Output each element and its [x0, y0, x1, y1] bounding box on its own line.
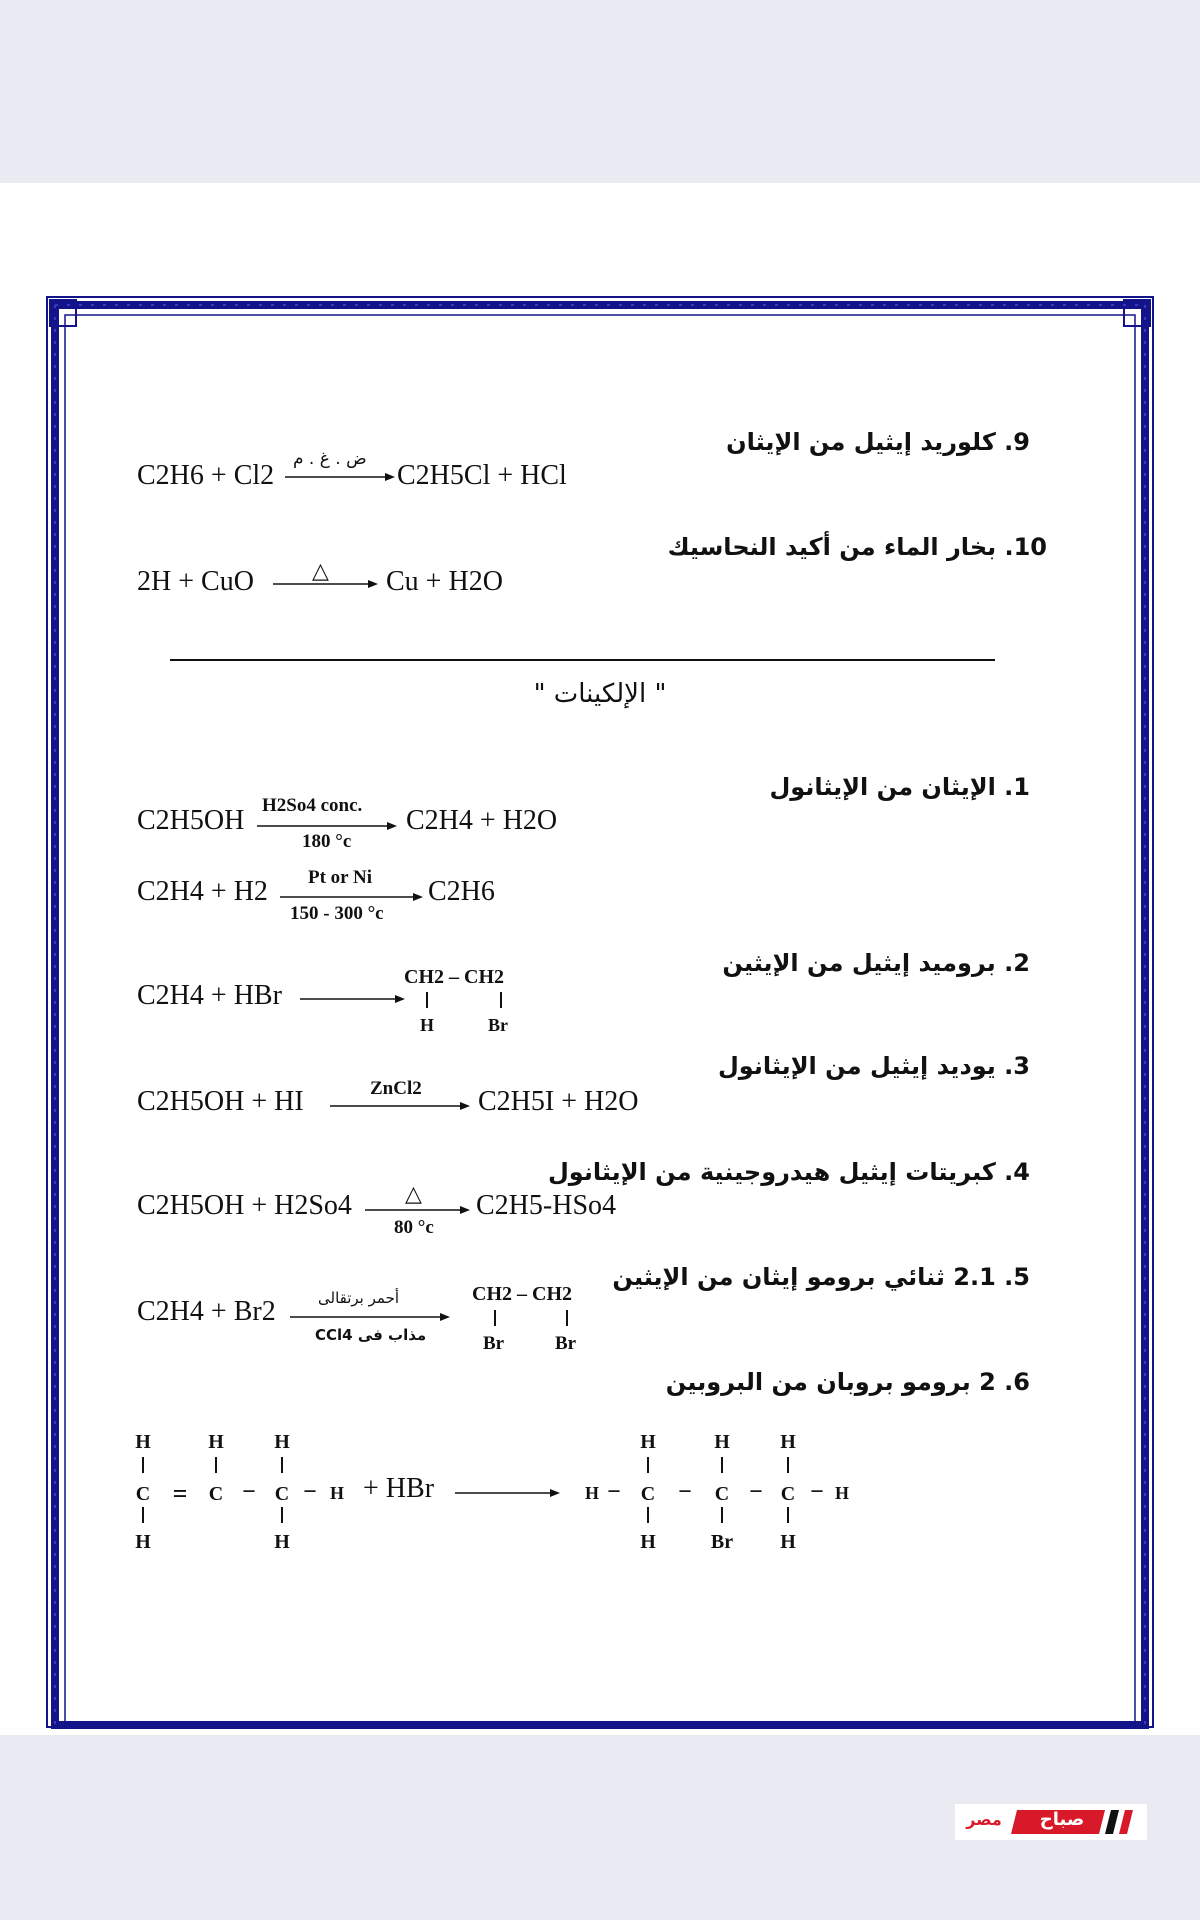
- atom-h: H: [780, 1431, 796, 1453]
- atom-h: H: [834, 1483, 849, 1503]
- equation-a4-left: C2H5OH + H2So4: [137, 1190, 352, 1221]
- bond-line: [494, 1310, 496, 1326]
- equation-a5-condition-bottom: CCl4 مذاب فى: [315, 1326, 427, 1344]
- equation-a1b-right: C2H6: [428, 876, 495, 907]
- atom-h: H: [714, 1431, 730, 1453]
- atom-br: Br: [710, 1531, 734, 1553]
- question-alkene-3: 3. يوديد إيثيل من الإيثانول: [717, 1052, 1030, 1080]
- arrow-icon: [330, 1100, 470, 1112]
- atom-c: C: [640, 1483, 656, 1505]
- atom-c: C: [135, 1483, 151, 1505]
- heat-symbol: △: [312, 558, 329, 583]
- question-alkene-4: 4. كبريتات إيثيل هيدروجينية من الإيثانول: [547, 1158, 1030, 1186]
- atom-h: H: [208, 1431, 224, 1453]
- bond-line: [566, 1310, 568, 1326]
- equation-9-right: C2H5Cl + HCl: [397, 460, 567, 491]
- arrow-icon: [290, 1311, 450, 1323]
- logo-text-main: صباح: [1039, 1809, 1085, 1830]
- equation-a3-condition: ZnCl2: [370, 1078, 422, 1099]
- bond-line: [426, 992, 428, 1008]
- arrow-icon: [300, 993, 405, 1005]
- arrow-icon: [365, 1204, 470, 1216]
- equation-a1b-left: C2H4 + H2: [137, 876, 268, 907]
- atom-h: H: [135, 1431, 151, 1453]
- bond-line: [500, 992, 502, 1008]
- question-alkene-2: 2. بروميد إيثيل من الإيثين: [722, 949, 1030, 977]
- question-alkene-6: 6. 2 برومو بروبان من البروبين: [665, 1368, 1030, 1396]
- bond-line: [787, 1507, 789, 1523]
- bond-line: [281, 1507, 283, 1523]
- section-divider: [170, 659, 995, 661]
- equation-a1b-condition-top: Pt or Ni: [308, 867, 373, 888]
- equation-a1a-left: C2H5OH: [137, 805, 245, 836]
- equation-a4-right: C2H5-HSo4: [476, 1190, 617, 1221]
- arrow-icon: [455, 1487, 560, 1499]
- atom-h: H: [135, 1531, 151, 1553]
- double-bond: =: [172, 1479, 188, 1508]
- site-logo: [955, 1804, 1147, 1840]
- atom-c: C: [208, 1483, 224, 1505]
- question-alkene-1: 1. الإيثان من الإيثانول: [769, 773, 1030, 801]
- atom-h: H: [780, 1531, 796, 1553]
- bond-line: [142, 1457, 144, 1473]
- equation-a3-right: C2H5I + H2O: [478, 1086, 639, 1117]
- single-bond: −: [242, 1479, 256, 1505]
- heat-symbol: △: [405, 1181, 422, 1206]
- equation-10-right: Cu + H2O: [386, 566, 503, 597]
- equation-a3-left: C2H5OH + HI: [137, 1086, 304, 1117]
- arrow-icon: [280, 891, 423, 903]
- single-bond: −: [749, 1479, 763, 1505]
- logo-text-sub: مصر: [966, 1810, 1002, 1829]
- equation-a2-substituent-2: Br: [488, 1015, 508, 1035]
- single-bond: −: [607, 1479, 621, 1505]
- bond-line: [647, 1507, 649, 1523]
- equation-a2-product: CH2 – CH2: [404, 966, 504, 988]
- equation-9-condition: ض . غ . م: [293, 449, 367, 469]
- question-10: 10. بخار الماء من أكيد النحاسيك: [667, 533, 1047, 561]
- arrow-icon: [285, 471, 395, 483]
- atom-c: C: [714, 1483, 730, 1505]
- document-page: [0, 183, 1200, 1735]
- equation-a6-reagent: + HBr: [363, 1473, 435, 1504]
- question-alkene-5: 5. 2.1 ثنائي برومو إيثان من الإيثين: [612, 1263, 1030, 1291]
- equation-a5-left: C2H4 + Br2: [137, 1296, 276, 1327]
- equation-a5-substituent-2: Br: [555, 1333, 577, 1354]
- atom-h: H: [584, 1483, 599, 1503]
- atom-h: H: [640, 1531, 656, 1553]
- arrow-icon: [273, 578, 378, 590]
- equation-a1a-condition-bottom: 180 °c: [302, 831, 352, 852]
- bond-line: [787, 1457, 789, 1473]
- bond-line: [721, 1457, 723, 1473]
- atom-h: H: [640, 1431, 656, 1453]
- single-bond: −: [678, 1479, 692, 1505]
- atom-h: H: [274, 1531, 290, 1553]
- bond-line: [215, 1457, 217, 1473]
- single-bond: −: [303, 1479, 317, 1505]
- equation-a5-product: CH2 – CH2: [472, 1283, 572, 1305]
- single-bond: −: [810, 1479, 824, 1505]
- atom-c: C: [274, 1483, 290, 1505]
- bond-line: [647, 1457, 649, 1473]
- equation-a1b-condition-bottom: 150 - 300 °c: [290, 903, 384, 924]
- equation-9-left: C2H6 + Cl2: [137, 460, 275, 491]
- atom-h: H: [274, 1431, 290, 1453]
- equation-a2-substituent-1: H: [420, 1015, 435, 1035]
- atom-h: H: [329, 1483, 344, 1503]
- equation-a2-left: C2H4 + HBr: [137, 980, 282, 1011]
- question-9: 9. كلوريد إيثيل من الإيثان: [726, 428, 1030, 456]
- bond-line: [721, 1507, 723, 1523]
- bond-line: [142, 1507, 144, 1523]
- equation-a5-substituent-1: Br: [483, 1333, 505, 1354]
- equation-a4-condition-bottom: 80 °c: [394, 1217, 434, 1238]
- equation-a1a-condition-top: H2So4 conc.: [262, 795, 363, 816]
- bond-line: [281, 1457, 283, 1473]
- atom-c: C: [780, 1483, 796, 1505]
- section-title: " الإلكينات ": [533, 679, 667, 709]
- equation-a1a-right: C2H4 + H2O: [406, 805, 558, 836]
- equation-10-left: 2H + CuO: [137, 566, 254, 597]
- equation-a5-condition-top: أحمر برتقالى: [318, 1289, 400, 1307]
